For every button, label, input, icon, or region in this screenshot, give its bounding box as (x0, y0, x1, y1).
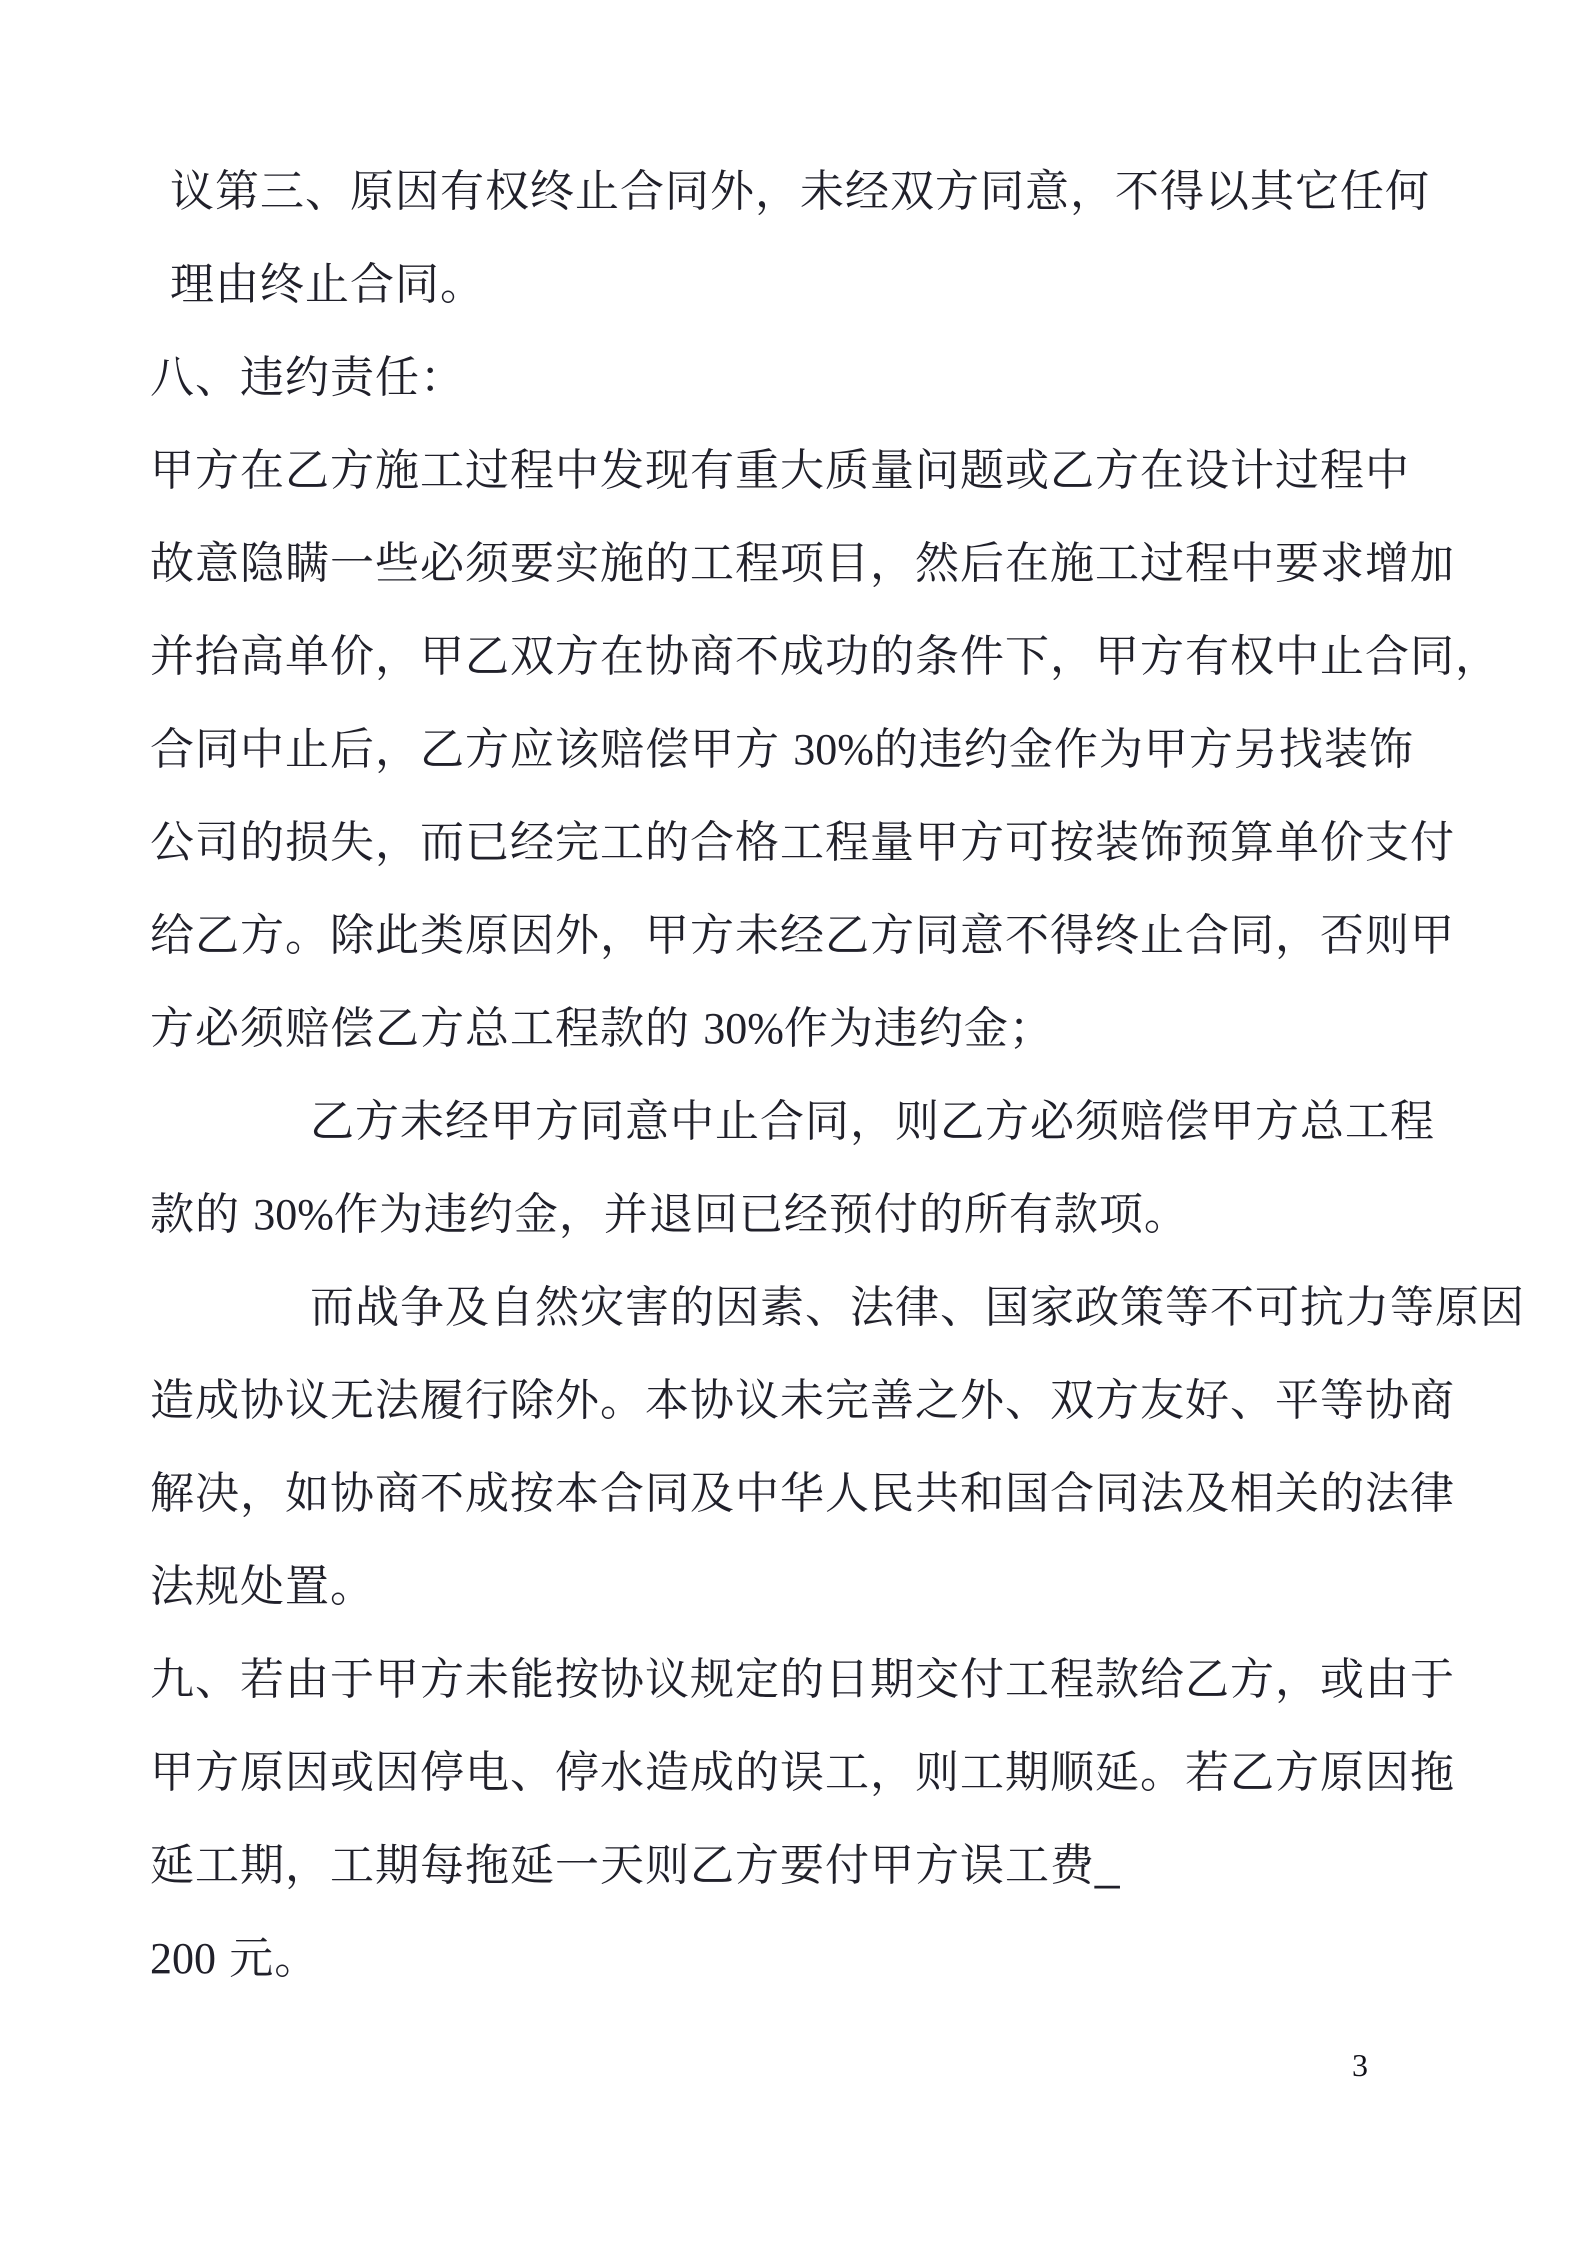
numeral: 30% (253, 1190, 334, 1239)
text-line: 八、违约责任： (150, 353, 465, 402)
text-line: 而战争及自然灾害的因素、法律、国家政策等不可抗力等原因 (310, 1283, 1525, 1332)
text-line: 甲方原因或因停电、停水造成的误工，则工期顺延。若乙方原因拖 (150, 1748, 1455, 1797)
text-line: 方必须赔偿乙方总工程款的 30%作为违约金； (150, 1004, 1054, 1053)
contract-text (150, 145, 1525, 2005)
text-line: 乙方未经甲方同意中止合同，则乙方必须赔偿甲方总工程 (310, 1097, 1435, 1146)
text-line: 造成协议无法履行除外。本协议未完善之外、双方友好、平等协商 (150, 1376, 1455, 1425)
text-line: 法规处置。 (150, 1562, 375, 1611)
text-line: 款的 30%作为违约金，并退回已经预付的所有款项。 (150, 1190, 1189, 1239)
text-line: 甲方在乙方施工过程中发现有重大质量问题或乙方在设计过程中 (150, 446, 1410, 495)
page-number: 3 (1352, 2047, 1368, 2083)
text-line: 故意隐瞒一些必须要实施的工程项目，然后在施工过程中要求增加 (150, 539, 1455, 588)
text-line: 解决，如协商不成按本合同及中华人民共和国合同法及相关的法律 (150, 1469, 1455, 1518)
text-line: 延工期，工期每拖延一天则乙方要付甲方误工费_ (150, 1841, 1121, 1890)
text-line: 理由终止合同。 (170, 260, 485, 309)
text-line: 合同中止后，乙方应该赔偿甲方 30%的违约金作为甲方另找装饰 (150, 725, 1414, 774)
text-line: 公司的损失，而已经完工的合格工程量甲方可按装饰预算单价支付 (150, 818, 1455, 867)
numeral: 30% (703, 1004, 784, 1053)
text-line: 并抬高单价，甲乙双方在协商不成功的条件下，甲方有权中止合同， (150, 632, 1500, 681)
text-line: 给乙方。除此类原因外，甲方未经乙方同意不得终止合同，否则甲 (150, 911, 1455, 960)
numeral: 30% (793, 725, 874, 774)
numeral: 200 (150, 1934, 216, 1983)
text-line: 200 元。 (150, 1934, 320, 1983)
text-line: 议第三、原因有权终止合同外，未经双方同意，不得以其它任何 (170, 167, 1430, 216)
text-line: 九、若由于甲方未能按协议规定的日期交付工程款给乙方，或由于 (150, 1655, 1455, 1704)
